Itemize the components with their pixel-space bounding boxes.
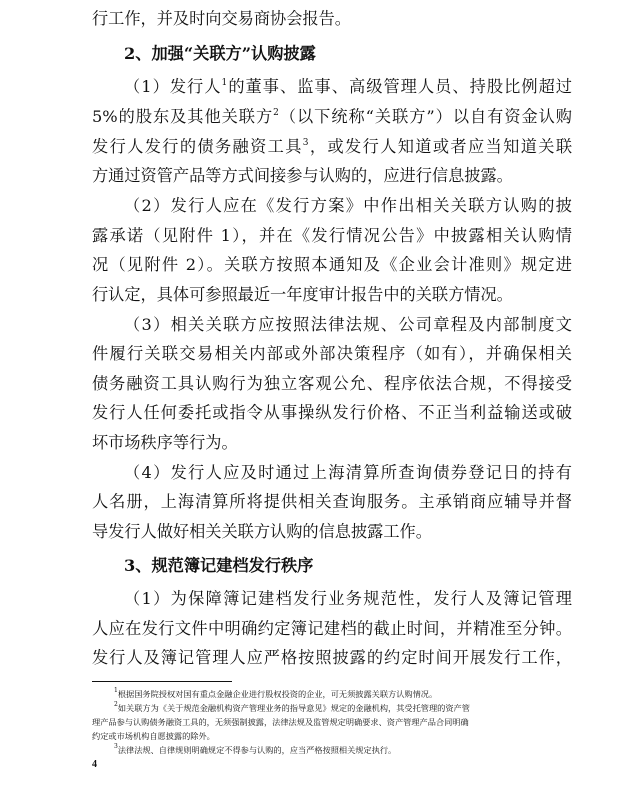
footnote-ref: 2 [273, 107, 279, 118]
paragraph-line: 方通过资管产品等方式间接参与认购的，应进行信息披露。 [92, 166, 513, 185]
footnote: $^3$法律法规、自律规则明确规定不得参与认购的，应当严格按照相关规定执行。 [114, 743, 397, 755]
paragraph-line: 行认定，具体可参照最近一年度审计报告中的关联方情况。 [92, 285, 513, 304]
paragraph-line: （2）发行人应在《发行方案》中作出相关关联方认购的披 [124, 196, 572, 215]
page-number: 4 [92, 759, 97, 770]
paragraph-line: 露承诺（见附件 1），并在《发行情况公告》中披露相关认购情 [92, 226, 572, 245]
paragraph-line: 人应在发行文件中明确约定簿记建档的截止时间，并精准至分钟。 [92, 619, 572, 638]
paragraph-line: （1）为保障簿记建档发行业务规范性，发行人及簿记管理 [124, 589, 572, 608]
paragraph-line: （1）发行人$^1$的董事、监事、高级管理人员、持股比例超过 [124, 77, 572, 96]
paragraph-line: （4）发行人应及时通过上海清算所查询债券登记日的持有 [124, 463, 572, 482]
section-heading: 3、规范簿记建档发行秩序 [124, 556, 314, 575]
paragraph-line: 件履行关联交易相关内部或外部决策程序（如有），并确保相关 [92, 344, 572, 363]
paragraph-line: 行工作，并及时向交易商协会报告。 [92, 9, 351, 28]
paragraph-line: 发行人及簿记管理人应严格按照披露的约定时间开展发行工作， [92, 648, 572, 667]
footnote-separator [92, 681, 232, 682]
footnote-ref: 1 [221, 77, 228, 88]
paragraph-line: 况（见附件 2）。关联方按照本通知及《企业会计准则》规定进 [92, 255, 572, 274]
footnote-continuation: 理产品参与认购债务融资工具的，无须强制披露，法律法规及监管规定明确要求、资产管理产品合同明确 [92, 717, 469, 727]
paragraph-line: 人名册，上海清算所将提供相关查询服务。主承销商应辅导并督 [92, 492, 572, 511]
footnote-ref: 3 [302, 137, 309, 148]
paragraph-line: 发行人任何委托或指令从事操纵发行价格、不正当利益输送或破 [92, 403, 572, 422]
paragraph-line: 坏市场秩序等行为。 [92, 433, 238, 452]
footnote: $^1$根据国务院授权对国有重点金融企业进行股权投资的企业，可无须披露关联方认购情况。 [114, 687, 438, 699]
footnote-continuation: 约定或市场机构自愿披露的除外。 [92, 731, 215, 741]
paragraph-line: 5%的股东及其他关联方$^2$（以下统称“关联方”）以自有资金认购 [92, 107, 572, 126]
paragraph-line: （3）相关关联方应按照法律法规、公司章程及内部制度文 [124, 315, 572, 334]
paragraph-line: 债务融资工具认购行为独立客观公允、程序依法合规，不得接受 [92, 374, 572, 393]
paragraph-line: 发行人发行的债务融资工具$^3$，或发行人知道或者应当知道关联 [92, 137, 573, 156]
footnote: $^2$如关联方为《关于规范金融机构资产管理业务的指导意见》规定的金融机构，其受托管理的资产管 [114, 701, 470, 713]
section-heading: 2、加强“关联方”认购披露 [124, 44, 316, 63]
paragraph-line: 导发行人做好相关关联方认购的信息披露工作。 [92, 522, 432, 541]
